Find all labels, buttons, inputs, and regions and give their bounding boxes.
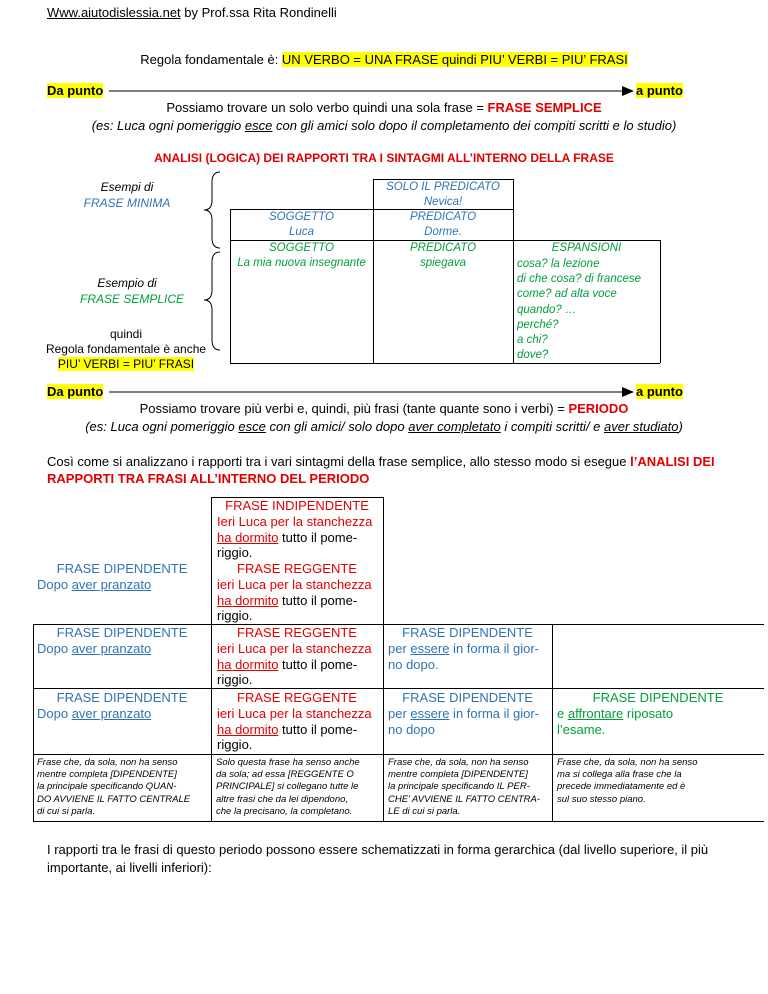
pe-f: aver studiato — [604, 419, 679, 434]
note-line: PRINCIPALE] si collegano tutte le — [216, 781, 359, 793]
arrow1-line — [107, 84, 635, 98]
simple-name: FRASE SEMPLICE — [79, 292, 185, 306]
note-line: Solo questa frase ha senso anche — [216, 757, 360, 768]
ex-verb: esce — [244, 118, 273, 133]
ieri-line: ieri Luca per la stanchezza — [217, 706, 372, 721]
verb: aver pranzato — [71, 641, 152, 656]
e: e — [557, 706, 568, 721]
solo-predicato: SOLO IL PREDICATO — [386, 181, 500, 193]
simple-emph: FRASE SEMPLICE — [487, 100, 602, 115]
note-line: la principale specificando IL PER- — [388, 781, 530, 793]
note-line: Frase che, da sola, non ha senso — [37, 757, 178, 768]
intro-red1: l’ANALISI DEI — [630, 454, 715, 469]
verb: affrontare — [567, 706, 624, 721]
espansioni: ESPANSIONI — [551, 242, 622, 254]
exp-item: cosa? la lezione — [517, 258, 600, 270]
pe-c: con gli amici/ solo dopo — [265, 419, 409, 434]
main-clause-3 — [217, 641, 372, 688]
closing-line: importante, ai livelli inferiori): — [47, 860, 212, 875]
line — [513, 179, 514, 363]
riggio: riggio. — [217, 672, 253, 688]
tutto: tutto il pome- — [278, 592, 358, 608]
dip-causal-1-title: FRASE DIPENDENTE — [402, 625, 533, 640]
dip-2-title: FRASE DIPENDENTE — [56, 625, 188, 640]
reggente-1: FRASE REGGENTE — [237, 561, 357, 576]
dip-coord-text — [557, 706, 673, 737]
ex-post: con gli amici solo dopo il completamento dei compiti scritti e lo studio) — [272, 118, 677, 133]
main-rule — [0, 52, 768, 67]
main-clause-2 — [217, 577, 372, 624]
period-line — [0, 401, 768, 416]
tutto: tutto il pome- — [278, 529, 358, 545]
per: per — [388, 641, 411, 656]
luca: Luca — [289, 226, 314, 238]
pe-a: (es: Luca ogni pomeriggio — [85, 419, 239, 434]
note-line: LE di cui si parla. — [388, 805, 461, 817]
dopo: Dopo — [37, 641, 72, 656]
min-label: Esempi di — [100, 180, 154, 194]
line — [33, 821, 764, 822]
predicato-2: PREDICATO — [409, 242, 477, 254]
exp-item: quando? … — [517, 303, 577, 316]
main-clause-4 — [217, 706, 372, 753]
line — [33, 688, 764, 689]
line — [660, 240, 661, 363]
note-line: altre frasi che da lei dipendono, — [216, 793, 349, 805]
ieri-line: ieri Luca per la stanchezza — [217, 641, 372, 656]
min-name: FRASE MINIMA — [83, 196, 171, 210]
predicato-1: PREDICATO — [409, 211, 477, 223]
regola-anche: Regola fondamentale è anche — [45, 342, 207, 356]
verb: aver pranzato — [71, 706, 152, 721]
no-dopo: no dopo — [388, 721, 435, 737]
riggio: riggio. — [217, 545, 253, 561]
exp-item: dove? — [517, 349, 549, 362]
intro-text: Così come si analizzano i rapporti tra i vari sintagmi della frase semplice, allo stesso modo si esegue — [47, 454, 631, 469]
dopo: Dopo — [37, 706, 72, 721]
dip-3-title: FRASE DIPENDENTE — [56, 690, 188, 705]
ex-pre: (es: Luca ogni pomeriggio — [91, 118, 245, 133]
ieri-line: Ieri Luca per la stanchezza — [217, 514, 373, 529]
verb: essere — [410, 706, 450, 721]
pe-b: esce — [238, 419, 266, 434]
line — [383, 497, 384, 821]
arrow2-left: Da punto — [47, 384, 104, 399]
closing — [47, 841, 737, 877]
pe-e: i compiti scritti/ e — [500, 419, 605, 434]
pe-d: aver completato — [408, 419, 501, 434]
expansion-list — [517, 257, 641, 363]
forma: in forma il gior- — [449, 706, 540, 721]
note-line: ma si collega alla frase che la — [557, 769, 682, 781]
note-line: Frase che, da sola, non ha senso — [557, 757, 698, 768]
intro — [47, 453, 727, 487]
note-line: da sola; ad essa [REGGENTE O — [216, 769, 354, 781]
rule-prefix: Regola fondamentale è: — [140, 52, 282, 67]
note-line: che la precisano, la completano. — [216, 805, 353, 817]
intro-red2: RAPPORTI TRA FRASI ALL’INTERNO DEL PERIODO — [47, 471, 370, 486]
note-line: CHE’ AVVIENE IL FATTO CENTRA- — [388, 793, 541, 805]
line — [552, 624, 553, 821]
line — [33, 754, 764, 755]
period-example — [0, 419, 768, 434]
forma: in forma il gior- — [449, 641, 540, 656]
dip-causal-2-title: FRASE DIPENDENTE — [402, 690, 533, 705]
riggio: riggio. — [217, 608, 253, 624]
arrow2-right: a punto — [636, 384, 683, 399]
simple-line — [0, 100, 768, 115]
soggetto-1: SOGGETTO — [269, 211, 334, 223]
verb: ha dormito — [217, 656, 279, 672]
author: by Prof.ssa Rita Rondinelli — [180, 5, 337, 20]
line — [230, 240, 660, 241]
main-clause-1 — [217, 514, 372, 561]
note-main — [216, 757, 360, 818]
verb: ha dormito — [217, 592, 279, 608]
exp-item: di che cosa? di francese — [517, 273, 642, 286]
nevica: Nevica! — [423, 196, 463, 208]
brace-icons — [200, 170, 226, 370]
dip-1-title: FRASE DIPENDENTE — [56, 561, 188, 576]
riggio: riggio. — [217, 737, 253, 753]
simple-example — [0, 118, 768, 133]
ieri-line: ieri Luca per la stanchezza — [217, 577, 372, 592]
dip-2-text — [37, 641, 151, 657]
pe-g: ) — [678, 419, 683, 434]
dip-coord-title: FRASE DIPENDENTE — [592, 690, 724, 705]
verb: ha dormito — [217, 721, 279, 737]
reggente-2: FRASE REGGENTE — [237, 625, 357, 640]
line — [373, 179, 513, 180]
simple-text: Possiamo trovare un solo verbo quindi una sola frase = — [166, 100, 488, 115]
note-temporal — [37, 757, 190, 818]
note-coord — [557, 757, 697, 806]
dip-causal-1-text — [388, 641, 539, 672]
note-causal — [388, 757, 540, 818]
arrow1-left: Da punto — [47, 83, 104, 98]
tutto: tutto il pome- — [278, 721, 358, 737]
dip-3-text — [37, 706, 151, 722]
insegnante: La mia nuova insegnante — [237, 257, 366, 269]
quindi: quindi — [109, 327, 143, 341]
dip-causal-2-text — [388, 706, 539, 737]
arrow1-right: a punto — [636, 83, 683, 98]
dorme: Dorme. — [424, 226, 462, 238]
note-line: sul suo stesso piano. — [557, 793, 646, 805]
rule-highlight: UN VERBO = UNA FRASE quindi PIU’ VERBI = PIU’ FRASI — [281, 52, 628, 67]
verb: essere — [410, 641, 450, 656]
note-line: precede immediatamente ed è — [557, 781, 686, 793]
verb: ha dormito — [217, 529, 279, 545]
exp-item: perché? — [517, 318, 559, 331]
spiegava: spiegava — [419, 257, 467, 269]
indip-title: FRASE INDIPENDENTE — [225, 498, 369, 513]
note-line: Frase che, da sola, non ha senso — [388, 757, 529, 768]
period-text: Possiamo trovare più verbi e, quindi, più frasi (tante quante sono i verbi) = — [139, 401, 569, 416]
esame: l’esame. — [557, 721, 606, 737]
line — [33, 624, 34, 821]
soggetto-2: SOGGETTO — [269, 242, 334, 254]
analysis-title: ANALISI (LOGICA) DEI RAPPORTI TRA I SINTAGMI ALL’INTERNO DELLA FRASE — [154, 151, 614, 165]
exp-item: come? ad alta voce — [517, 288, 617, 301]
note-line: di cui si parla. — [37, 805, 96, 817]
period-emph: PERIODO — [568, 401, 629, 416]
no-dopo: no dopo. — [388, 656, 439, 672]
per: per — [388, 706, 411, 721]
reggente-3: FRASE REGGENTE — [237, 690, 357, 705]
note-line: mentre completa [DIPENDENTE] — [388, 769, 528, 781]
line — [211, 497, 212, 821]
site-link[interactable]: Www.aiutodislessia.net — [47, 5, 181, 20]
line — [230, 209, 513, 210]
dip-1-text — [37, 577, 151, 593]
tutto: tutto il pome- — [278, 656, 358, 672]
arrow2-line — [107, 385, 635, 399]
header — [47, 5, 337, 20]
riposato: riposato — [623, 706, 674, 721]
note-line: DO AVVIENE IL FATTO CENTRALE — [37, 793, 191, 805]
closing-line: I rapporti tra le frasi di questo periodo possono essere schematizzati in forma gerarchica (dal livello superiore, il più — [47, 842, 709, 857]
note-line: mentre completa [DIPENDENTE] — [37, 769, 177, 781]
exp-item: a chi? — [517, 334, 548, 347]
piu-verbi-hl: PIU’ VERBI = PIU’ FRASI — [57, 357, 195, 371]
verb: aver pranzato — [71, 577, 152, 592]
simple-label: Esempio di — [97, 276, 157, 290]
dopo: Dopo — [37, 577, 72, 592]
note-line: la principale specificando QUAN- — [37, 781, 177, 793]
